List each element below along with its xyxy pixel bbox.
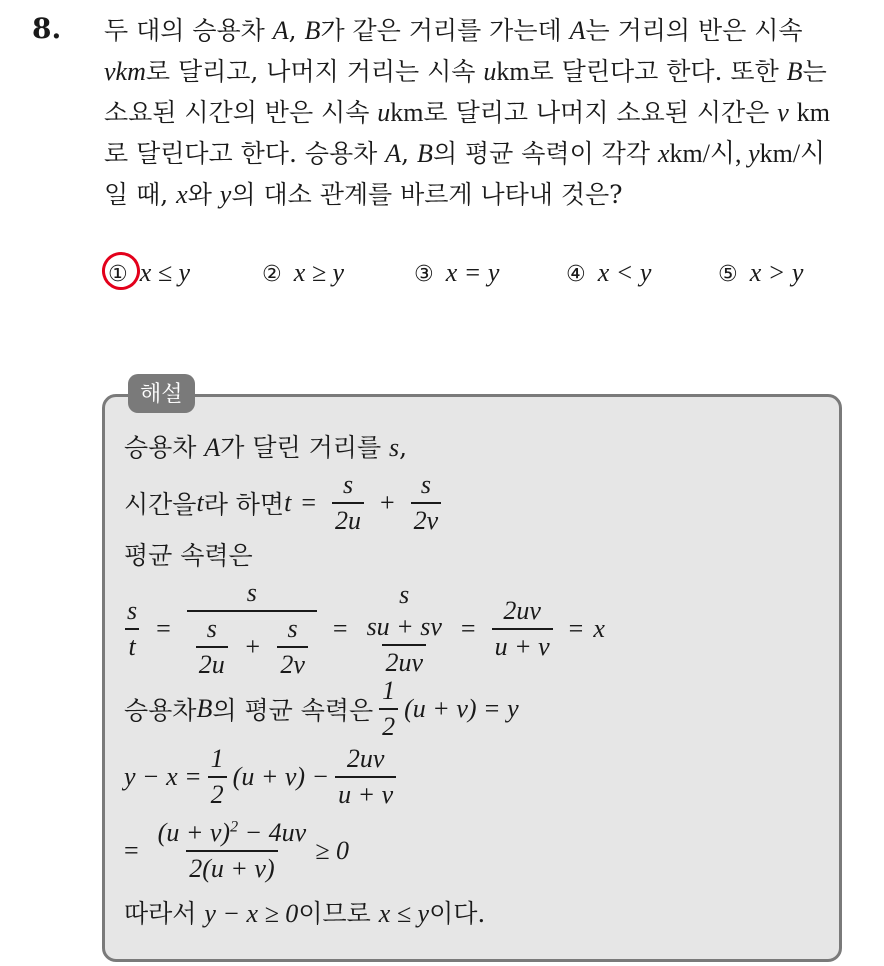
question-line: 로 달린다고 한다. 승용차 A, B의 평균 속력이 각각 xkm/시, ykm/시 (104, 139, 826, 168)
solution-tag: 해설 (128, 374, 195, 413)
choice-2[interactable]: ② x ≥ y (262, 258, 345, 287)
solution-line-3: 평균 속력은 (124, 541, 253, 570)
solution-line-1: 승용차 A가 달린 거리를 s, (124, 433, 408, 462)
selected-circle-mark (98, 248, 145, 295)
question-number: 8. (32, 12, 62, 45)
question-line: 두 대의 승용차 A, B가 같은 거리를 가는데 A는 거리의 반은 시속 (104, 16, 803, 45)
question-line: vkm로 달리고, 나머지 거리는 시속 ukm로 달린다고 한다. 또한 B는 (104, 57, 827, 86)
question-line: 일 때, x와 y의 대소 관계를 바르게 나타내 것은? (104, 180, 623, 209)
solution-line-5: 승용차 B 의 평균 속력은 $\frac{1}{2}$ (u + v) = y (124, 676, 519, 741)
choice-1[interactable]: ① x ≤ y (108, 258, 190, 288)
solution-line-8: 따라서 y − x ≥ 0이므로 x ≤ y이다. (124, 899, 486, 928)
solution-line-2: 시간을 t 라 하면 t = $\frac{s}{2u}$ + $\frac{s}{2v}$ (124, 470, 447, 536)
choice-5[interactable]: ⑤ x > y (718, 258, 804, 287)
answer-choices (104, 258, 824, 294)
question-text (104, 10, 864, 215)
choice-4[interactable]: ④ x < y (566, 258, 652, 287)
solution-line-6: y − x = $\frac{1}{2}$ (u + v) − $\frac{2uv}{u + v}$ (124, 744, 402, 810)
solution-line-4: $\frac{s}{t}$ = s $\frac{s}{2u}$ + $\frac{s}{2v}$ = s $\frac{su + sv}{2uv}$ = $\frac{2uv}{u + v}$ = x (127, 578, 605, 679)
question-line: 소요된 시간의 반은 시속 ukm로 달리고 나머지 소요된 시간은 v km (104, 98, 830, 127)
choice-3[interactable]: ③ x = y (414, 258, 500, 287)
solution-line-7: = $\frac{(u + v)^2 - 4uv}{2(u + v)}$ ≥ 0 (124, 818, 349, 883)
